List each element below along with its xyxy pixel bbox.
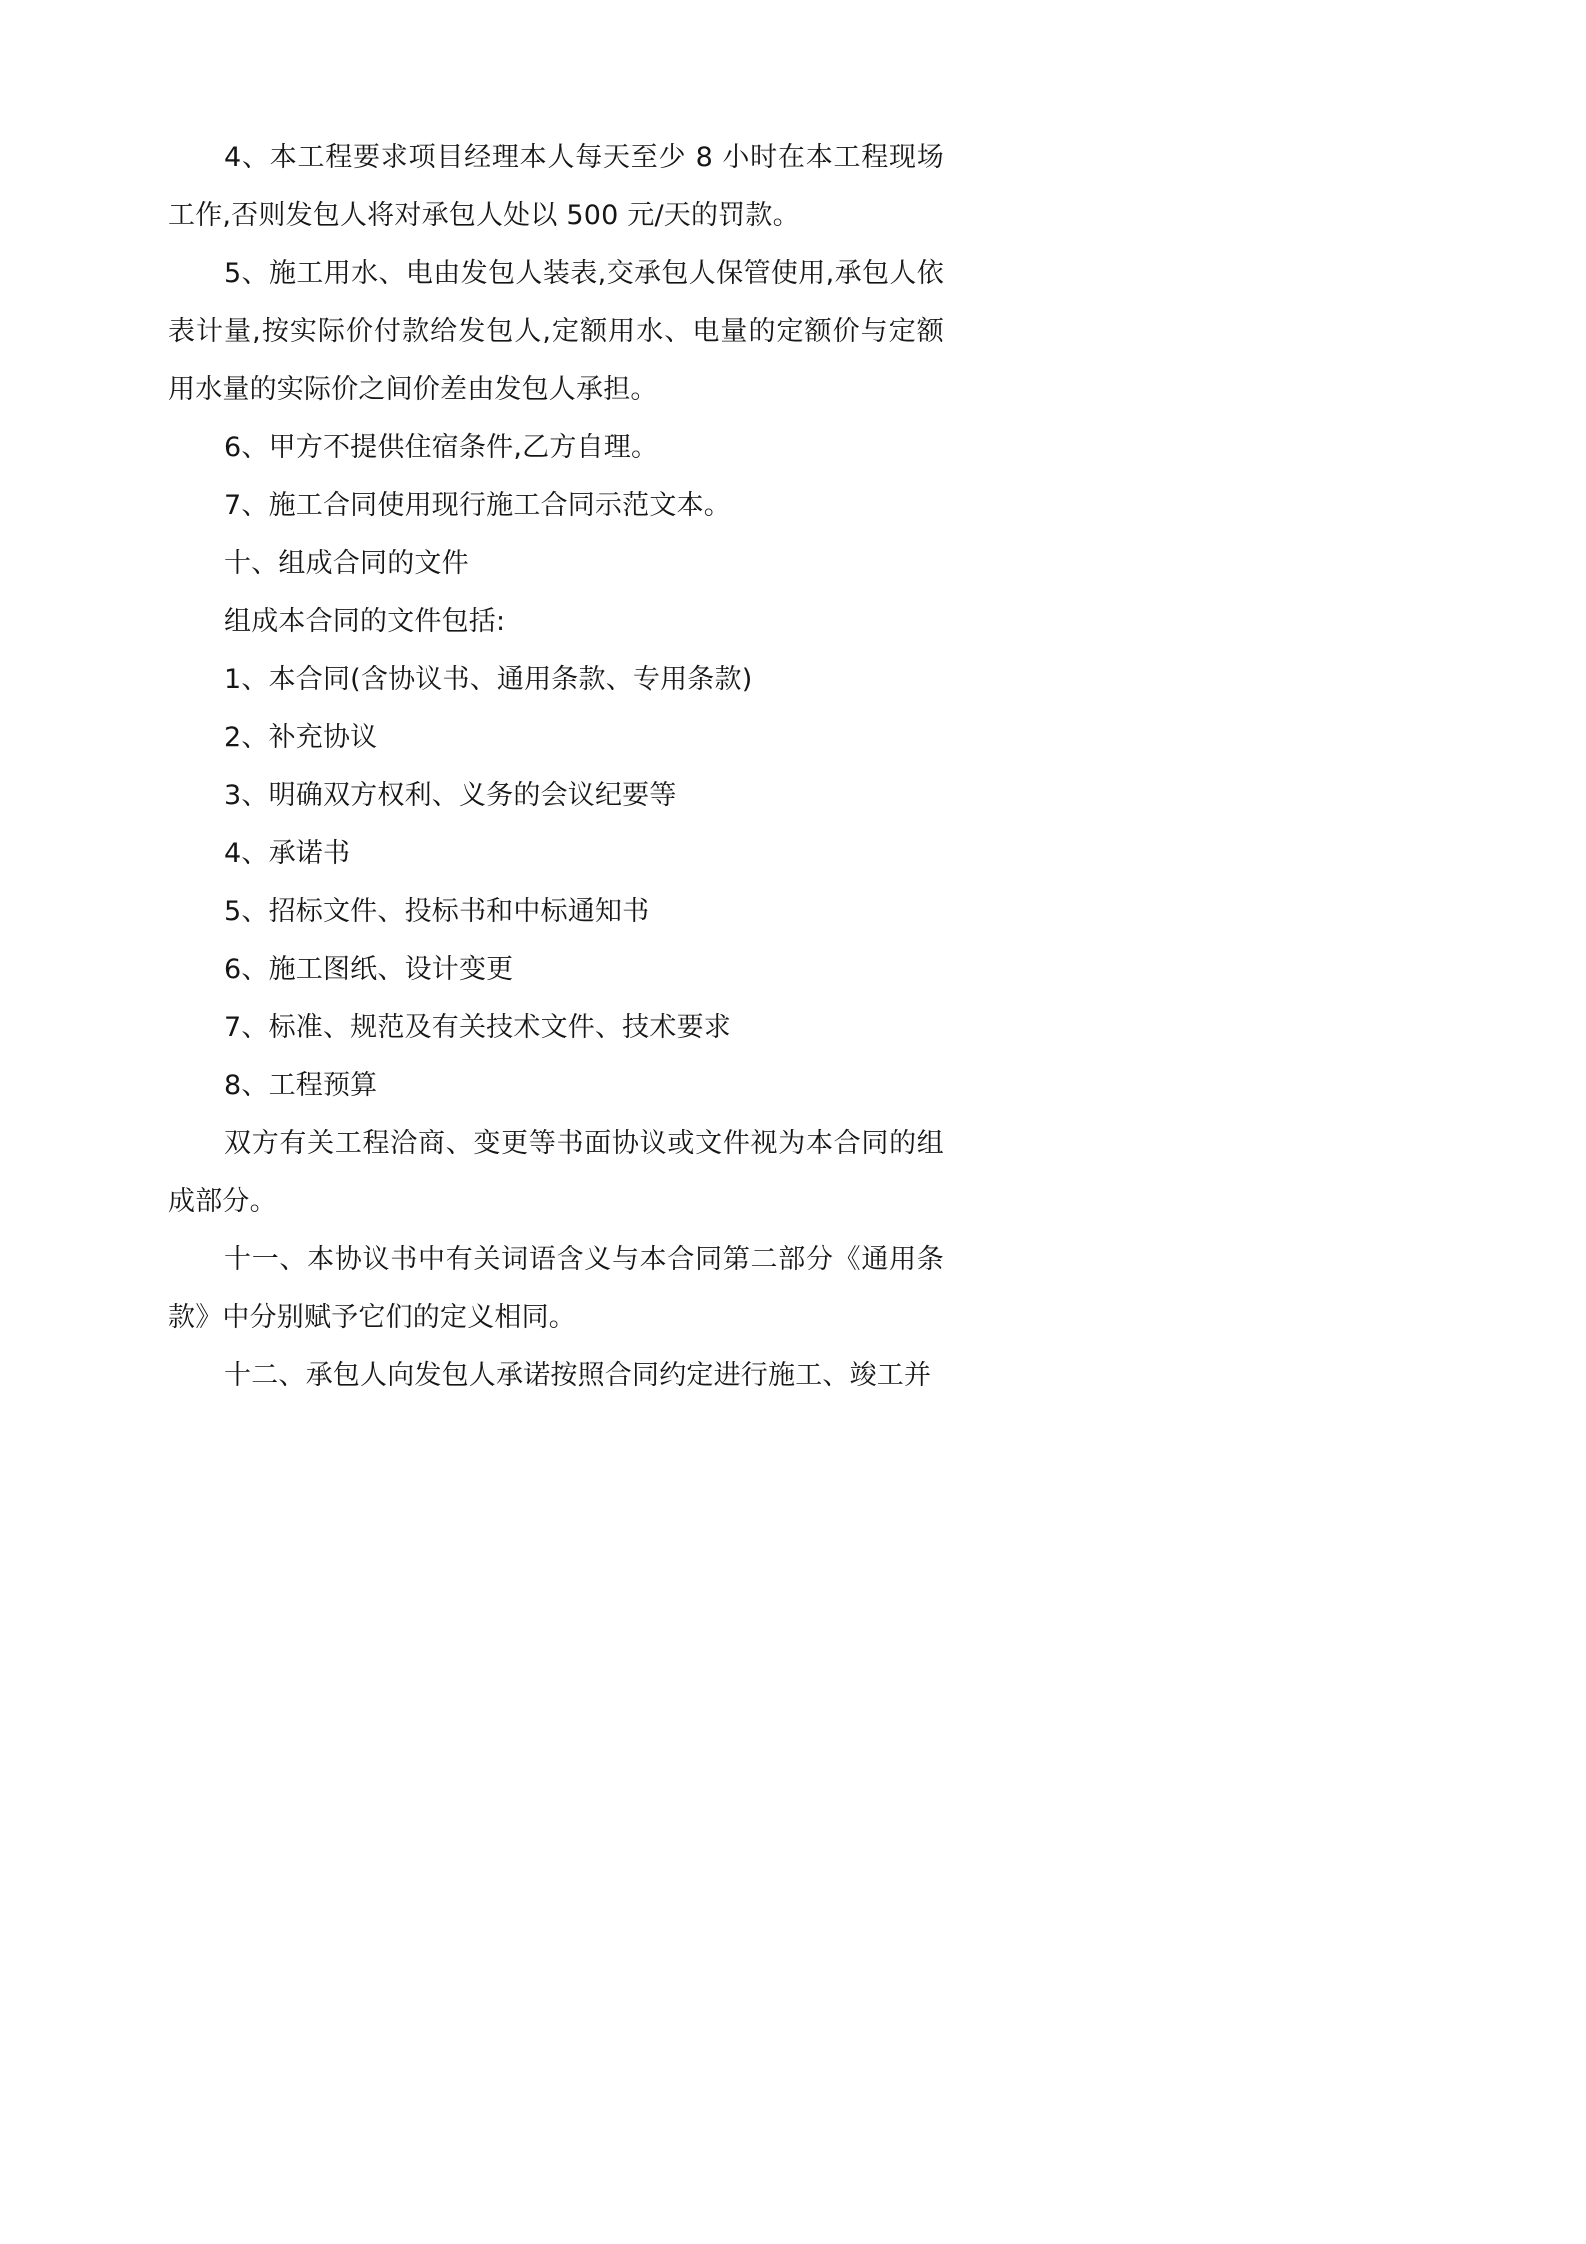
- list-item-contract-documents-8: 8、工程预算: [224, 1070, 378, 1101]
- paragraph-item-5-water-electricity: 5、施工用水、电由发包人装表,交承包人保管使用,承包人依表计量,按实际价付款给发包人,定额用水、电量的定额价与定额用水量的实际价之间价差由发包人承担。: [168, 258, 944, 405]
- paragraph-contract-documents-intro: 组成本合同的文件包括:: [224, 606, 506, 637]
- list-item-contract-documents-1: 1、本合同(含协议书、通用条款、专用条款): [224, 664, 753, 695]
- list-item-contract-documents-4: 4、承诺书: [224, 838, 351, 869]
- list-item-contract-documents-3: 3、明确双方权利、义务的会议纪要等: [224, 780, 677, 811]
- section-heading-10-contract-documents: 十、组成合同的文件: [224, 548, 469, 579]
- document-page: [0, 0, 1100, 1556]
- list-item-contract-documents-5: 5、招标文件、投标书和中标通知书: [224, 896, 650, 927]
- section-heading-11-definitions: 十一、本协议书中有关词语含义与本合同第二部分《通用条款》中分别赋予它们的定义相同。: [168, 1244, 944, 1333]
- list-item-contract-documents-6: 6、施工图纸、设计变更: [224, 954, 514, 985]
- list-item-contract-documents-7: 7、标准、规范及有关技术文件、技术要求: [224, 1012, 731, 1043]
- paragraph-item-6-accommodation: 6、甲方不提供住宿条件,乙方自理。: [224, 432, 659, 463]
- document-body: [168, 129, 944, 1405]
- list-item-contract-documents-2: 2、补充协议: [224, 722, 378, 753]
- paragraph-supplementary-documents: 双方有关工程洽商、变更等书面协议或文件视为本合同的组成部分。: [168, 1128, 944, 1217]
- paragraph-item-7-contract-template: 7、施工合同使用现行施工合同示范文本。: [224, 490, 731, 521]
- paragraph-item-4-manager-onsite: 4、本工程要求项目经理本人每天至少 8 小时在本工程现场工作,否则发包人将对承包人处以 500 元/天的罚款。: [168, 142, 944, 231]
- section-heading-12-contractor-commitment: 十二、承包人向发包人承诺按照合同约定进行施工、竣工并: [224, 1360, 932, 1391]
